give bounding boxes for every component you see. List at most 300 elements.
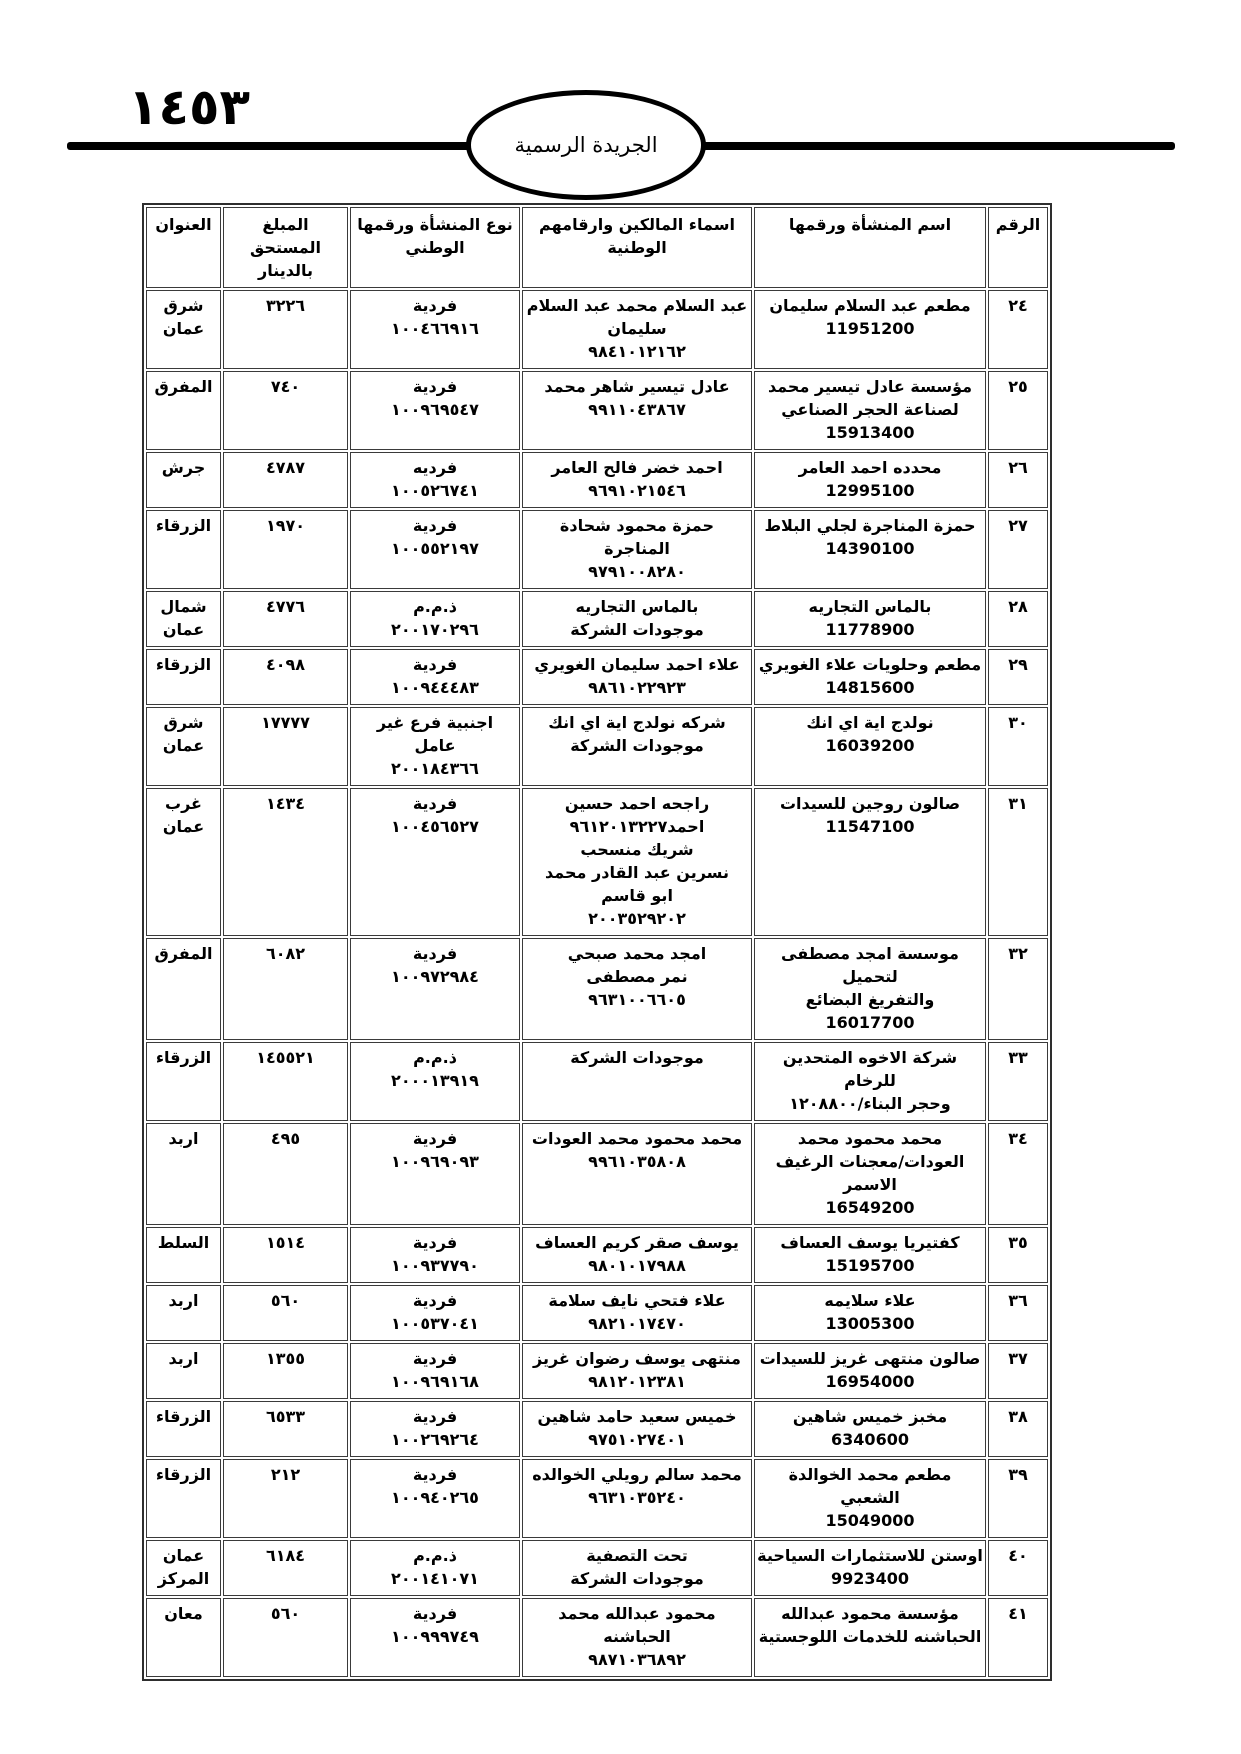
cell-type (350, 649, 520, 705)
cell-line: ١٥١٤ (265, 1233, 306, 1252)
cell-line: ٣٥ (1008, 1233, 1028, 1252)
cell-number (988, 591, 1048, 647)
cell-line: عمان (162, 736, 205, 755)
cell-owners (522, 1285, 752, 1341)
cell-owners (522, 938, 752, 1040)
cell-line: لصناعة الحجر الصناعي (781, 400, 959, 419)
cell-owners (522, 290, 752, 369)
cell-amount (223, 1285, 348, 1341)
cell-line: ٩٨٦١٠٢٢٩٢٣ (588, 678, 686, 697)
header-line: الوطني (405, 238, 465, 257)
table-row (146, 290, 1048, 369)
cell-line: موجودات الشركة (570, 736, 704, 755)
gazette-title: الجريدة الرسمية (514, 133, 658, 157)
cell-line: ١٤٥٥٢١ (256, 1048, 315, 1067)
cell-line: 16549200 (825, 1198, 915, 1217)
header-line: اسماء المالكين وارقامهم (539, 215, 735, 234)
cell-amount (223, 707, 348, 786)
cell-number (988, 290, 1048, 369)
cell-line: فردية (412, 1465, 458, 1484)
cell-line: ١٠٠٩٦٩٥٤٧ (391, 400, 479, 419)
cell-number (988, 938, 1048, 1040)
cell-type (350, 1598, 520, 1677)
cell-line: ٦٠٨٢ (265, 944, 306, 963)
cell-line: ١٠٠٥٢٦٧٤١ (391, 481, 479, 500)
col-header-name (754, 207, 986, 288)
cell-line: موجودات الشركة (570, 1048, 704, 1067)
cell-owners (522, 591, 752, 647)
cell-line: ٣٤ (1008, 1129, 1028, 1148)
cell-line: مطعم عبد السلام سليمان (769, 296, 971, 315)
cell-type (350, 938, 520, 1040)
cell-line: ١٠٠٩٧٢٩٨٤ (391, 967, 479, 986)
cell-line: عمان (162, 620, 205, 639)
cell-line: حمزة محمود شحادة المناجرة (559, 516, 715, 558)
cell-line: الزرقاء (155, 655, 212, 674)
cell-line: ٩٩١١٠٤٣٨٦٧ (588, 400, 686, 419)
cell-line: ٩٨١٢٠١٢٣٨١ (588, 1372, 686, 1391)
cell-line: عمان (162, 1546, 205, 1565)
cell-line: الزرقاء (155, 1465, 212, 1484)
cell-line: مطعم وحلويات علاء الغويري (758, 655, 982, 674)
cell-line: محمود عبدالله محمد الحباشنه (558, 1604, 716, 1646)
cell-amount (223, 788, 348, 936)
cell-line: العودات/معجنات الرغيف (775, 1152, 965, 1171)
table-row (146, 1598, 1048, 1677)
table-row (146, 591, 1048, 647)
cell-owners (522, 1042, 752, 1121)
cell-line: مخبز خميس شاهين (792, 1407, 948, 1426)
cell-line: علاء سلايمه (824, 1291, 916, 1310)
cell-establishment-name (754, 1540, 986, 1596)
cell-line: 15913400 (825, 423, 915, 442)
cell-amount (223, 1401, 348, 1457)
cell-line: صالون روجين للسيدات (779, 794, 961, 813)
cell-amount (223, 371, 348, 450)
cell-line: ٢٠٠١٧٠٢٩٦ (391, 620, 479, 639)
table-row (146, 1123, 1048, 1225)
cell-line: ٢٠٠١٨٤٣٦٦ (391, 759, 479, 778)
header-line: العنوان (155, 215, 212, 234)
cell-line: راجحه احمد حسين (564, 794, 710, 813)
cell-line: موجودات الشركة (570, 1569, 704, 1588)
cell-line: فردية (412, 944, 458, 963)
cell-line: ٩٧٥١٠٢٧٤٠١ (588, 1430, 686, 1449)
cell-line: ٢١٢ (270, 1465, 301, 1484)
cell-line: ٩٦٣١٠٠٦٦٠٥ (588, 990, 686, 1009)
cell-line: الحباشنه للخدمات اللوجستية (758, 1627, 982, 1646)
cell-line: ٥٦٠ (270, 1604, 301, 1623)
cell-line: بالماس التجاريه (575, 597, 699, 616)
cell-line: ٢٥ (1008, 377, 1028, 396)
cell-line: مطعم محمد الخوالدة الشعبي (788, 1465, 952, 1507)
cell-line: 13005300 (825, 1314, 915, 1333)
cell-amount (223, 1343, 348, 1399)
cell-address (146, 1401, 221, 1457)
cell-line: ١٧٧٧٧ (261, 713, 310, 732)
table-row (146, 938, 1048, 1040)
cell-amount (223, 290, 348, 369)
cell-line: ٩٨٢١٠١٧٤٧٠ (588, 1314, 686, 1333)
cell-line: ١٠٠٢٦٩٢٦٤ (391, 1430, 479, 1449)
cell-establishment-name (754, 1042, 986, 1121)
cell-line: فردية (412, 1349, 458, 1368)
cell-type (350, 1401, 520, 1457)
table-row (146, 1343, 1048, 1399)
cell-amount (223, 938, 348, 1040)
cell-address (146, 1540, 221, 1596)
cell-line: 16039200 (825, 736, 915, 755)
cell-line: اجنبية فرع غير (376, 713, 494, 732)
col-header-owners (522, 207, 752, 288)
cell-line: شمال (160, 597, 207, 616)
header-line: اسم المنشأة ورقمها (788, 215, 952, 234)
cell-line: ٤٠٩٨ (265, 655, 306, 674)
cell-line: اربد (168, 1291, 199, 1310)
cell-line: موجودات الشركة (570, 620, 704, 639)
cell-line: ٢٨ (1008, 597, 1028, 616)
cell-address (146, 510, 221, 589)
cell-line: شركه نولدج اية اي انك (548, 713, 726, 732)
cell-line: ١٩٧٠ (265, 516, 306, 535)
cell-amount (223, 1227, 348, 1283)
cell-line: خميس سعيد حامد شاهين (537, 1407, 737, 1426)
cell-establishment-name (754, 788, 986, 936)
cell-establishment-name (754, 649, 986, 705)
cell-line: ذ.م.م (413, 1048, 457, 1067)
cell-line: 9923400 (831, 1569, 909, 1588)
cell-owners (522, 1540, 752, 1596)
cell-line: الاسمر (843, 1175, 897, 1194)
cell-owners (522, 1343, 752, 1399)
cell-address (146, 1598, 221, 1677)
cell-line: ٣٩ (1008, 1465, 1028, 1484)
cell-owners (522, 1123, 752, 1225)
cell-line: فردية (412, 794, 458, 813)
cell-amount (223, 591, 348, 647)
cell-amount (223, 1123, 348, 1225)
table-row (146, 1540, 1048, 1596)
cell-line: نولدج اية اي انك (806, 713, 934, 732)
cell-line: ٢٠٠٠١٣٩١٩ (391, 1071, 479, 1090)
cell-line: ٢٠٠١٤١٠٧١ (391, 1569, 479, 1588)
cell-line: فردية (412, 655, 458, 674)
cell-type (350, 707, 520, 786)
header-line: بالدينار (257, 261, 314, 280)
cell-line: فردية (412, 1233, 458, 1252)
cell-establishment-name (754, 1123, 986, 1225)
table-row (146, 707, 1048, 786)
cell-type (350, 1459, 520, 1538)
header-line: الوطنية (607, 238, 667, 257)
header-row (146, 207, 1048, 288)
cell-line: فردية (412, 1291, 458, 1310)
header-line: المبلغ المستحق (250, 215, 321, 257)
table-row (146, 510, 1048, 589)
cell-line: ٢٤ (1008, 296, 1028, 315)
cell-type (350, 1123, 520, 1225)
cell-amount (223, 1459, 348, 1538)
cell-amount (223, 1042, 348, 1121)
cell-line: نمر مصطفى (586, 967, 688, 986)
cell-establishment-name (754, 510, 986, 589)
cell-line: ١٠٠٥٥٢١٩٧ (391, 539, 479, 558)
cell-address (146, 1285, 221, 1341)
cell-line: ٢٩ (1008, 655, 1028, 674)
cell-type (350, 452, 520, 508)
cell-line: ٣٠ (1008, 713, 1028, 732)
cell-owners (522, 1598, 752, 1677)
cell-line: اربد (168, 1349, 199, 1368)
cell-address (146, 452, 221, 508)
cell-establishment-name (754, 1343, 986, 1399)
cell-line: ٧٤٠ (270, 377, 301, 396)
cell-address (146, 1123, 221, 1225)
header-line: نوع المنشأة ورقمها (357, 215, 513, 234)
cell-address (146, 938, 221, 1040)
table-row (146, 1227, 1048, 1283)
cell-line: اربد (168, 1129, 199, 1148)
cell-line: عبد السلام محمد عبد السلام (526, 296, 748, 315)
cell-line: فردية (412, 516, 458, 535)
cell-line: محمد سالم رويلي الخوالده (532, 1465, 742, 1484)
cell-line: ١٠٠٩٦٩١٦٨ (391, 1372, 479, 1391)
cell-line: الزرقاء (155, 1048, 212, 1067)
cell-line: ١٤٣٤ (265, 794, 306, 813)
cell-number (988, 1123, 1048, 1225)
cell-line: 6340600 (831, 1430, 909, 1449)
cell-line: 16017700 (825, 1013, 915, 1032)
cell-line: 15195700 (825, 1256, 915, 1275)
cell-line: ٩٧٩١٠٠٨٢٨٠ (588, 562, 686, 581)
cell-line: المفرق (154, 377, 213, 396)
cell-address (146, 1227, 221, 1283)
cell-number (988, 707, 1048, 786)
cell-establishment-name (754, 591, 986, 647)
cell-line: حمزة المناجرة لجلي البلاط (764, 516, 976, 535)
cell-line: المفرق (154, 944, 213, 963)
cell-type (350, 290, 520, 369)
cell-line: ١٠٠٩٣٧٧٩٠ (391, 1256, 479, 1275)
cell-line: احمد٩٦١٢٠١٣٢٢٧ (569, 817, 705, 836)
cell-line: موسسة امجد مصطفى لتحميل (781, 944, 959, 986)
cell-address (146, 591, 221, 647)
cell-line: ٣١ (1008, 794, 1028, 813)
establishments-table (142, 203, 1052, 1681)
cell-line: 11778900 (825, 620, 915, 639)
cell-line: ٣٧ (1008, 1349, 1028, 1368)
cell-type (350, 371, 520, 450)
cell-establishment-name (754, 1227, 986, 1283)
cell-line: غرب (165, 794, 202, 813)
cell-establishment-name (754, 290, 986, 369)
table-row (146, 371, 1048, 450)
cell-line: بالماس التجاريه (808, 597, 932, 616)
cell-address (146, 788, 221, 936)
cell-line: 11547100 (825, 817, 915, 836)
cell-line: سليمان (607, 319, 667, 338)
cell-line: ٦١٨٤ (265, 1546, 306, 1565)
cell-line: ٣٢٢٦ (265, 296, 306, 315)
cell-owners (522, 1459, 752, 1538)
cell-number (988, 452, 1048, 508)
cell-line: ١٠٠٩٦٩٠٩٣ (391, 1152, 479, 1171)
cell-line: فردية (412, 1407, 458, 1426)
cell-owners (522, 649, 752, 705)
cell-number (988, 1042, 1048, 1121)
cell-line: ٣٢ (1008, 944, 1028, 963)
cell-number (988, 1598, 1048, 1677)
cell-line: معان (164, 1604, 203, 1623)
table-row (146, 1401, 1048, 1457)
cell-line: فردية (412, 1129, 458, 1148)
table-body (146, 290, 1048, 1677)
cell-line: ٩٦٣١٠٣٥٢٤٠ (588, 1488, 686, 1507)
cell-line: علاء احمد سليمان الغويري (534, 655, 740, 674)
cell-address (146, 371, 221, 450)
cell-line: فردية (412, 296, 458, 315)
cell-line: ٢٠٠٣٥٢٩٢٠٢ (588, 909, 686, 928)
cell-line: 16954000 (825, 1372, 915, 1391)
cell-type (350, 1343, 520, 1399)
cell-line: فرديه (412, 458, 458, 477)
cell-line: ٤٩٥ (270, 1129, 301, 1148)
cell-number (988, 1459, 1048, 1538)
cell-establishment-name (754, 1459, 986, 1538)
cell-line: ١٠٠٤٥٦٥٢٧ (391, 817, 479, 836)
table-header (146, 207, 1048, 288)
cell-line: 14390100 (825, 539, 915, 558)
cell-line: محدده احمد العامر (798, 458, 942, 477)
cell-owners (522, 1401, 752, 1457)
cell-line: ٩٨٤١٠١٢١٦٢ (588, 342, 686, 361)
cell-line: ٩٨٠١٠١٧٩٨٨ (588, 1256, 686, 1275)
cell-owners (522, 371, 752, 450)
cell-amount (223, 1540, 348, 1596)
cell-line: احمد خضر فالح العامر (551, 458, 723, 477)
header-line: الرقم (995, 215, 1041, 234)
cell-line: 12995100 (825, 481, 915, 500)
table-row (146, 1459, 1048, 1538)
cell-line: صالون منتهى غريز للسيدات (759, 1349, 981, 1368)
cell-line: ٢٦ (1008, 458, 1028, 477)
cell-line: الزرقاء (155, 1407, 212, 1426)
cell-number (988, 510, 1048, 589)
cell-line: ١٠٠٩٤٠٢٦٥ (391, 1488, 479, 1507)
cell-line: 15049000 (825, 1511, 915, 1530)
table-row (146, 649, 1048, 705)
cell-establishment-name (754, 1401, 986, 1457)
cell-type (350, 1042, 520, 1121)
cell-number (988, 1401, 1048, 1457)
cell-line: فردية (412, 377, 458, 396)
cell-line: 11951200 (825, 319, 915, 338)
table-row (146, 788, 1048, 936)
cell-line: ١٣٥٥ (265, 1349, 306, 1368)
table-row (146, 1042, 1048, 1121)
cell-type (350, 510, 520, 589)
cell-line: تحت التصفية (586, 1546, 688, 1565)
cell-line: عمان (162, 817, 205, 836)
cell-line: جرش (161, 458, 206, 477)
cell-line: محمد محمود محمد (797, 1129, 943, 1148)
cell-line: اوستن للاستثمارات السياحية (757, 1546, 983, 1565)
cell-line: عامل (414, 736, 456, 755)
cell-line: ابو قاسم (601, 886, 673, 905)
table-row (146, 452, 1048, 508)
cell-owners (522, 510, 752, 589)
cell-address (146, 290, 221, 369)
cell-line: ٤١ (1008, 1604, 1028, 1623)
gazette-seal (466, 90, 706, 200)
cell-number (988, 788, 1048, 936)
cell-line: ٤٧٨٧ (265, 458, 306, 477)
cell-address (146, 707, 221, 786)
cell-amount (223, 649, 348, 705)
cell-line: 14815600 (825, 678, 915, 697)
cell-line: ٣٦ (1008, 1291, 1028, 1310)
cell-number (988, 1343, 1048, 1399)
cell-line: شركة الاخوه المتحدين للرخام (782, 1048, 958, 1090)
cell-line: ٩٦٩١٠٢١٥٤٦ (588, 481, 686, 500)
cell-establishment-name (754, 707, 986, 786)
cell-line: السلط (157, 1233, 210, 1252)
cell-owners (522, 452, 752, 508)
cell-line: محمد محمود محمد العودات (531, 1129, 743, 1148)
cell-line: كفتيريا يوسف العساف (780, 1233, 960, 1252)
cell-line: ١٠٠٥٣٧٠٤١ (391, 1314, 479, 1333)
cell-line: ٩٩٦١٠٣٥٨٠٨ (588, 1152, 686, 1171)
cell-owners (522, 707, 752, 786)
cell-line: علاء فتحي نايف سلامة (548, 1291, 726, 1310)
cell-line: عمان (162, 319, 205, 338)
cell-line: ٣٣ (1008, 1048, 1028, 1067)
cell-type (350, 1285, 520, 1341)
cell-line: نسرين عبد القادر محمد (545, 863, 729, 882)
cell-address (146, 1343, 221, 1399)
cell-line: ذ.م.م (413, 1546, 457, 1565)
cell-establishment-name (754, 452, 986, 508)
cell-line: ٩٨٧١٠٣٦٨٩٢ (588, 1650, 686, 1669)
cell-owners (522, 1227, 752, 1283)
cell-line: مؤسسة عادل تيسير محمد (767, 377, 973, 396)
cell-line: ٣٨ (1008, 1407, 1028, 1426)
cell-amount (223, 1598, 348, 1677)
cell-number (988, 371, 1048, 450)
page-number: ١٤٥٣ (128, 78, 251, 136)
cell-type (350, 1227, 520, 1283)
cell-type (350, 788, 520, 936)
cell-line: ٦٥٣٣ (265, 1407, 306, 1426)
cell-line: ١٠٠٩٤٤٤٨٣ (391, 678, 479, 697)
cell-type (350, 591, 520, 647)
cell-establishment-name (754, 1285, 986, 1341)
col-header-address (146, 207, 221, 288)
cell-establishment-name (754, 1598, 986, 1677)
cell-establishment-name (754, 371, 986, 450)
cell-line: فردية (412, 1604, 458, 1623)
cell-line: شرق (163, 296, 204, 315)
col-header-number (988, 207, 1048, 288)
cell-line: ٤٠ (1008, 1546, 1028, 1565)
cell-line: والتفريغ البضائع (805, 990, 935, 1009)
cell-line: المركز (157, 1569, 210, 1588)
cell-type (350, 1540, 520, 1596)
col-header-type (350, 207, 520, 288)
table-row (146, 1285, 1048, 1341)
cell-amount (223, 510, 348, 589)
cell-line: ١٠٠٩٩٩٧٤٩ (391, 1627, 479, 1646)
